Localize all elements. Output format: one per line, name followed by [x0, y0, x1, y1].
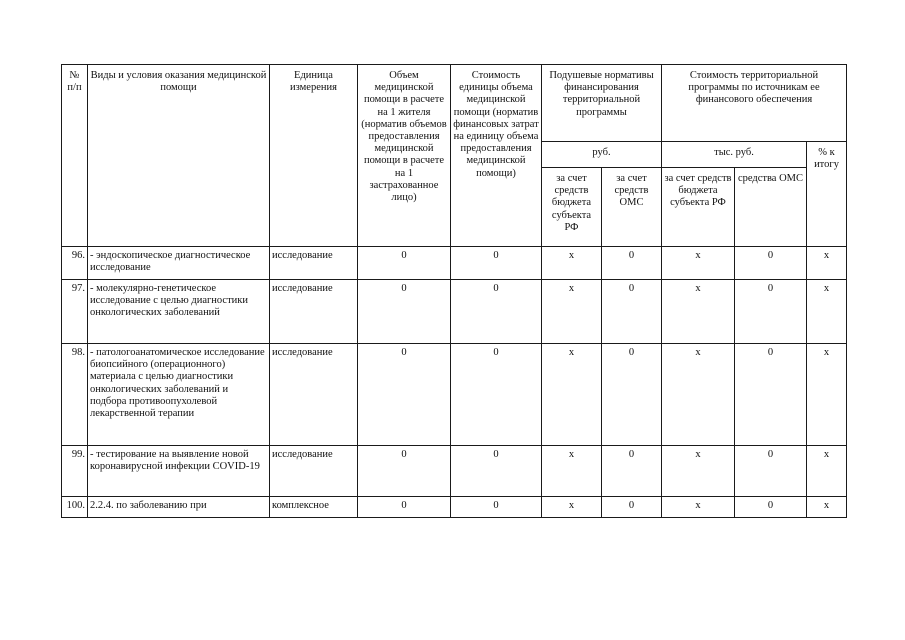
- row-volume: 0: [358, 280, 451, 344]
- row-percent: х: [807, 497, 847, 518]
- row-unit: исследование: [270, 446, 358, 497]
- row-name: - молекулярно-генетическое исследование с целью диагностики онкологических заболеваний: [88, 280, 270, 344]
- row-tc-budget: х: [662, 497, 735, 518]
- row-volume: 0: [358, 344, 451, 446]
- row-name: - тестирование на выявление новой коронавирусной инфекции COVID-19: [88, 446, 270, 497]
- row-cost: 0: [451, 344, 542, 446]
- table-row: [62, 344, 847, 446]
- tariff-table: [61, 64, 847, 518]
- header-row-1: [62, 65, 847, 142]
- row-percent: х: [807, 280, 847, 344]
- row-pc-oms: 0: [602, 446, 662, 497]
- row-cost: 0: [451, 247, 542, 280]
- row-num: 99.: [62, 446, 88, 497]
- row-unit: исследование: [270, 280, 358, 344]
- table-row: [62, 247, 847, 280]
- row-tc-budget: х: [662, 247, 735, 280]
- row-cost: 0: [451, 280, 542, 344]
- row-pc-budget: х: [542, 446, 602, 497]
- header-thousand-rub: тыс. руб.: [662, 142, 807, 168]
- row-volume: 0: [358, 247, 451, 280]
- row-tc-oms: 0: [735, 497, 807, 518]
- row-tc-oms: 0: [735, 344, 807, 446]
- row-name: - эндоскопическое диагностическое исследование: [88, 247, 270, 280]
- row-name: - патологоанатомическое исследование биопсийного (операционного) материала с целью диагностики онкологических заболеваний и подбора противоопухолевой лекарственной терапии: [88, 344, 270, 446]
- row-percent: х: [807, 344, 847, 446]
- row-percent: х: [807, 247, 847, 280]
- header-budget-rf-2: за счет средств бюджета субъекта РФ: [662, 168, 735, 247]
- row-volume: 0: [358, 497, 451, 518]
- header-unit: Единица измерения: [270, 65, 358, 247]
- row-pc-oms: 0: [602, 280, 662, 344]
- row-tc-oms: 0: [735, 446, 807, 497]
- row-pc-budget: х: [542, 247, 602, 280]
- row-cost: 0: [451, 497, 542, 518]
- row-num: 96.: [62, 247, 88, 280]
- row-unit: комплексное: [270, 497, 358, 518]
- table-row: [62, 280, 847, 344]
- row-tc-oms: 0: [735, 247, 807, 280]
- row-cost: 0: [451, 446, 542, 497]
- header-budget-rf: за счет средств бюджета субъекта РФ: [542, 168, 602, 247]
- row-tc-budget: х: [662, 446, 735, 497]
- row-pc-budget: х: [542, 497, 602, 518]
- header-rub: руб.: [542, 142, 662, 168]
- row-pc-budget: х: [542, 280, 602, 344]
- row-unit: исследование: [270, 247, 358, 280]
- row-percent: х: [807, 446, 847, 497]
- header-oms: за счет средств ОМС: [602, 168, 662, 247]
- row-tc-budget: х: [662, 280, 735, 344]
- header-cost: Стоимость единицы объема медицинской помощи (норматив финансовых затрат на единицу объема предоставления медицинской помощи): [451, 65, 542, 247]
- row-pc-oms: 0: [602, 247, 662, 280]
- row-tc-oms: 0: [735, 280, 807, 344]
- header-volume: Объем медицинской помощи в расчете на 1 жителя (норматив объемов предоставления медицинской помощи в расчете на 1 застрахованное лицо): [358, 65, 451, 247]
- row-num: 100.: [62, 497, 88, 518]
- row-pc-budget: х: [542, 344, 602, 446]
- table-row: [62, 497, 847, 518]
- table-row: [62, 446, 847, 497]
- header-oms-2: средства ОМС: [735, 168, 807, 247]
- row-volume: 0: [358, 446, 451, 497]
- row-num: 97.: [62, 280, 88, 344]
- row-num: 98.: [62, 344, 88, 446]
- row-name: 2.2.4. по заболеванию при: [88, 497, 270, 518]
- row-tc-budget: х: [662, 344, 735, 446]
- header-num: № п/п: [62, 65, 88, 247]
- row-pc-oms: 0: [602, 344, 662, 446]
- header-percent-total: % к итогу: [807, 142, 847, 247]
- header-per-capita: Подушевые нормативы финансирования территориальной программы: [542, 65, 662, 142]
- header-types: Виды и условия оказания медицинской помощи: [88, 65, 270, 247]
- row-pc-oms: 0: [602, 497, 662, 518]
- header-territorial-cost: Стоимость территориальной программы по источникам ее финансового обеспечения: [662, 65, 847, 142]
- row-unit: исследование: [270, 344, 358, 446]
